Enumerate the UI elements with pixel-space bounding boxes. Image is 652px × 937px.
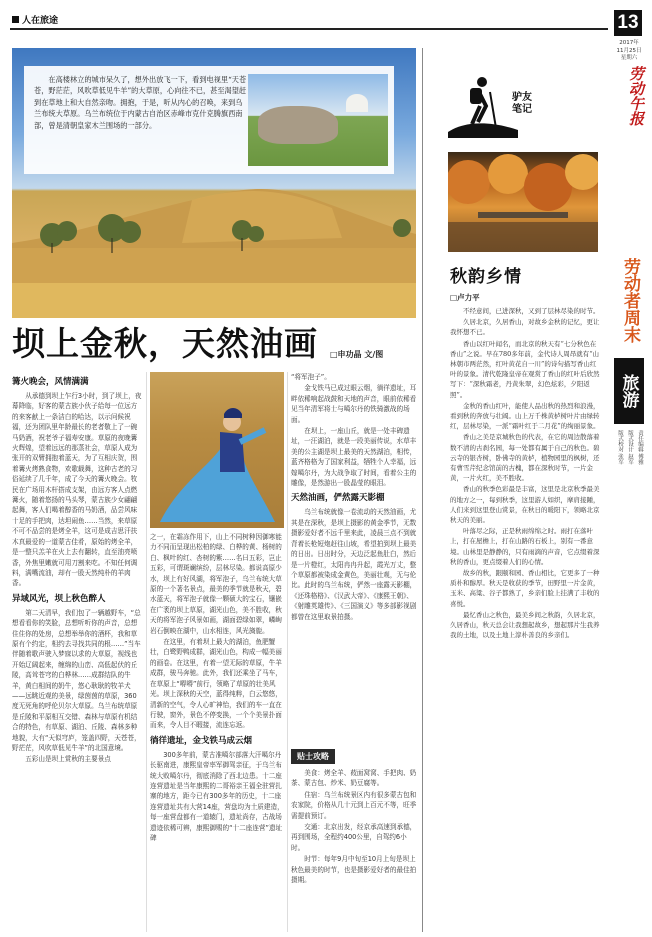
tips-list: [291, 768, 417, 932]
main-article-col1: [12, 372, 142, 932]
sidebar-section-title: [614, 258, 646, 465]
credit-editor: 责任编辑 傅雅: [637, 430, 643, 465]
intro-box: [24, 66, 394, 174]
donkey-notes-label: 驴友笔记: [512, 92, 532, 115]
paper-name: 劳动午报: [627, 66, 645, 126]
issue-date: [612, 40, 646, 63]
paragraph: 叶落尽之际，正是秋雨绵绵之时。雨打在落叶上，打在屋檐上，打在山路的石板上，别有一番意境。山林里是静静的，只有雨滴的声音，它点缀着深秋的香山，更点缀着人们的心情。: [450, 527, 600, 566]
column-divider: [146, 372, 147, 932]
intro-photo-yurt: [346, 94, 368, 112]
subhead-oil-painting: 天然油画，俨然露天影棚: [291, 493, 385, 504]
paragraph: 最忆香山之秋色，最美乡间之秋韵，久居北京，久居香山，秋天总会让我想起故乡，想起那片生我养我的土地，以及土地上淳朴善良的乡亲们。: [450, 610, 600, 640]
hiker-icon: [448, 72, 518, 138]
paragraph: 在这里，有着坝上最大的湖泊，鱼肥蟹壮，白鹭野鸭成群，湖光山色，构成一幅美丽的画卷。在这里，有着一望无际的草原，牛羊成群，骏马奔驰。此外，我们还乘坐了马车，在草原上“嘚嘚”前行，领略了草原的壮美风光。坝上深秋的天空，蓝得纯粹，白云悠悠，清新的空气，令人心旷神怡，我们的车一直在行驶，窗外，景色不停变换，一个个美景扑面而来，令人目不暇接，流连忘返。: [150, 638, 282, 730]
subhead-bonfire: 篝火晚会，风情满满: [12, 377, 89, 387]
header-rule: [10, 28, 608, 30]
section-header: [12, 13, 58, 26]
paragraph: 之一，在霜冻作用下，山上不同树种因御寒能力不同而呈现出松柏的绿、白桦的黄、杨树的白、枫叶的红、杏树的紫……名曰五彩，岂止五彩，可谓斑斓缤纷，层林尽染。都说高原少水，坝上有好风湖，将军泡子，乌兰布统大草原的一个著名景点，最美的季节就是秋天，碧水蓝天，将军泡子就像一颗硕大的宝石，镶嵌在广袤的坝上草原，湖光山色，美不胜收，秋天的将军泡子风景如画，湖面碧绿如翠，嶙峋岩石倒映在湖中，山水相连，风光旖旎。: [150, 533, 282, 635]
autumn-trees: [448, 152, 598, 252]
paragraph: 在坝上，一座山丘，就是一处丰碑遗址，一汪湖泊，就是一段美丽传说，水草丰美的公主湖是坝上最美的天然湖泊，相传，蓝齐格格为了国家利益，牺牲个人幸福，远嫁噶尔丹，为大战争取了时间，看着公主的雕像，是然游出一股晶莹的眼泪。: [291, 427, 417, 488]
paragraph: 香山的秋季色彩最是丰富，这里是北京秋季最美的地方之一，每到秋季，这里游人如织，摩肩接踵，人们来到这里登山赏景，在秋日的暖阳下，领略北京秋天的美丽。: [450, 485, 600, 525]
paragraph: 香山之美是京城秋色的代表，在它的周边散落着数不清的古刹名园，每一处都有属于自己的秋色。碧云寺的银杏树，卧佛寺的黄栌，植物园里的枫树，还有曹雪芹纪念馆前的古槐，都在深秋时节，一片金黄，一片火红，美不胜收。: [450, 433, 600, 483]
dancer-figure: [150, 372, 284, 528]
tips-box: [291, 744, 417, 932]
date-weekday: 星期六: [620, 55, 638, 61]
sidebar-title-main: 劳动者周末: [620, 258, 640, 343]
main-article-title: 坝上金秋，天然油画: [12, 324, 318, 363]
donkey-notes-banner: [440, 70, 600, 140]
column-divider: [287, 372, 288, 932]
credit-proof: 版式校对 张军: [617, 430, 623, 465]
autumn-photo: [448, 152, 598, 252]
paragraph: 金秋的香山红叶，能使人品出秋的热烈和浪漫，看到秋的奔放与壮阔。山上万千株黄栌树叶片由绿转红，层林尽染，一派“霜叶红于二月花”的绚丽景象。: [450, 401, 600, 431]
tip-item: 住宿：乌兰布统景区内有很多蒙古包和农家院，价格从几十元到上百元不等，旺季需提前预订。: [291, 790, 417, 820]
tip-item: 交通：北京出发，经京承高速到承德，再到围场，全程约400公里，自驾约6小时。: [291, 823, 417, 852]
credit-design: 版式设计 赵军: [627, 430, 633, 465]
main-article-byline: □申功晶 文/图: [330, 350, 384, 359]
paragraph: “将军泡子”。: [291, 373, 331, 381]
autumn-article-title: 秋韵乡情: [450, 267, 522, 287]
article-divider: [422, 48, 423, 932]
main-photo: [12, 48, 416, 318]
intro-text: 在高楼林立的城市呆久了，想外出放飞一下，看到电视里“天苍苍，野茫茫，风吹草低见牛羊”的大草原，心向往不已，甚至渴望赶到在草地上和大自然亲吻。拥抱，于是，听从内心的召唤，来到乌兰布统大草原。乌兰布统位于内蒙古自治区赤峰市克什克腾旗西南部，曾是清朝皇家木兰围场的一部分。: [34, 75, 247, 130]
autumn-article-body: [450, 306, 600, 932]
subhead-ruins: 徜徉遗址，金戈铁马成云烟: [150, 735, 253, 746]
section-label: 人在旅途: [22, 16, 59, 26]
dancer-photo: [150, 372, 284, 528]
paragraph: 金戈铁马已成过眼云烟，徜徉遗址，耳畔依稀响起战鼓和天地的声音，眼前依稀看见当年清军将士与噶尔丹的铁骑激战的场面。: [291, 384, 417, 424]
tips-title: 贴士攻略: [291, 749, 335, 764]
paragraph: 五彩山是坝上赏秋的主要景点: [25, 755, 111, 764]
paragraph: 故乡的秋，跟颐和园、香山相比，它更多了一种质朴和醇厚。秋天是收获的季节，田野里一片金黄，玉米、高粱、谷子都熟了，乡亲们脸上挂满了丰收的喜悦。: [450, 569, 600, 608]
tip-item: 时节：每年9月中旬至10月上旬是坝上秋色最美的时节，也是摄影爱好者的最佳拍摄期。: [291, 855, 417, 885]
sidebar-credits: [614, 430, 646, 465]
date-year: 2017年: [619, 40, 639, 46]
paragraph: 第二天清早，我们包了一辆越野车，“总想看看你的笑脸，总想听听你的声音，总想住住你的处房，总想举举你的酒杯，我和草原有个约定，相约去寻找共同的根……”当车伴随着歌声驶入梦寐以求的大草原，视线也开始辽阔起来，缠绵的山峦、高低起伏的丘陵，高耸苍穹的白桦林……成群结队的牛羊，黄白相间的奶牛，悠心耿耿的牧羊犬——远眺近观的美景，绿茵茵的草原，360度无死角的呼伦贝尔大草原。乌兰布统草原是丘陵和平原相互交错、森林与草原有机结合的特色，有草原、湖泊、丘陵、森林多种地貌，大有“天似穹庐，笼盖四野，天苍苍，野茫茫，风吹草低见牛羊”的北国意境。: [12, 608, 141, 752]
field-front: [12, 283, 416, 318]
date-day: 11月25日: [616, 47, 642, 54]
sidebar-title-travel: 旅游: [618, 374, 639, 408]
subhead-scenery: 异域风光，坝上秋色醉人: [12, 593, 106, 604]
paragraph: 乌兰布统就像一卷流动的天然油画，尤其是在深秋，是坝上摄影的黄金季节，无数摄影爱好者不远千里来此，凌晨三点不到就背着长枪短炮赶往山坡，希望拍到坝上最美的日出。日出时分，天边泛起鱼肚白，然后是一片橙红，太阳冉冉升起，霞光万丈，整个草原都被染成金黄色，美丽壮观，无与伦比。此时的乌兰布统，俨然一座露天影棚，《还珠格格》、《汉武大帝》、《康熙王朝》、《射雕英雄传》、《三国演义》等多部影视剧都曾在这里取景拍摄。: [291, 508, 417, 621]
paragraph: 300多年前，蒙古准噶尔部落大汗噶尔丹长驱南进，康熙皇帝率军御驾亲征，于乌兰布统大败噶尔丹，彻底消除了西北边患。十二座连营遗址是当年康熙的二哥裕亲王福全驻营扎寨的地方，距今已有300多年的历史，十二座连营遗址共有大营14座，营盘均为土质建造，每一座营盘都有一道辕门，遗址尚存，古战场遗迹依稀可辨，康熙御赐的“十二座连营”遗址碑: [150, 750, 284, 842]
paragraph: 香山以红叶闻名，而北京的秋天有“七分秋色在香山”之说。早在780多年前，金代诗人周昂就有“山林朝市两茫然，红叶黄花自一川”的诗句描写香山红叶的景象。清代乾隆皇帝在观赏了香山的红叶后欣然写下：“深秋霜老，丹黄朱翠，幻色炫彩，夕阳返照”。: [450, 339, 600, 399]
paragraph: 从承德到坝上乍行3小时，到了坝上，夜幕降临，好客的蒙古族小伙子给每一位远方的来客献上一条洁白的哈达，以示问候祝福，还为团队里年龄最长的老者敬上了一碗马奶酒，祝老爷子福寿安康。草原的夜晚篝火辉煌，望着远远的那蒸社会，草原人成为张开的双臂拥抱着蓝天，为了互相庆贺，围着篝火烤熟食物，欢歌载舞，这种古老的习俗延续了几千年，成了今天的篝火晚会。牧民在广场用木杆搭成支架，由远方客人点燃篝火，随着悠扬的马头琴，蒙古族少女翩翩起舞，客人们喝着醇香的马奶酒，品尝风味十足的手把肉，达坦闹鱼……当然，来草原不可不品尝的是烤全羊，这可是成吉思汗扶木真最爱的一道蒙古佳肴，原始的烤全羊，是一整只羔羊在火上去有翻转，直至油亮喷香，外焦里嫩就可用刀割来吃。不知任何调料，满嘴流油，却有一股天然纯朴的羊肉香。: [12, 392, 142, 588]
intro-photo-rock: [258, 106, 338, 144]
autumn-article-byline: □卢力平: [450, 293, 480, 302]
main-article-col2: [150, 532, 284, 932]
paragraph: 久居北京，久居香山，对故乡金秋的记忆，更让我怀想不已。: [450, 318, 600, 337]
tip-item: 美食：烤全羊、莜面窝窝、手把肉、奶茶、蒙古包、炒米、奶豆腐等。: [291, 769, 417, 788]
main-article-col3: [291, 372, 417, 740]
intro-photo: [248, 74, 388, 166]
paragraph: 不经意间，已进深秋，又到了层林尽染的时节。: [463, 307, 600, 315]
page-number: 13: [614, 10, 642, 36]
section-square-icon: [12, 16, 19, 23]
sidebar-title-box: [614, 358, 644, 424]
